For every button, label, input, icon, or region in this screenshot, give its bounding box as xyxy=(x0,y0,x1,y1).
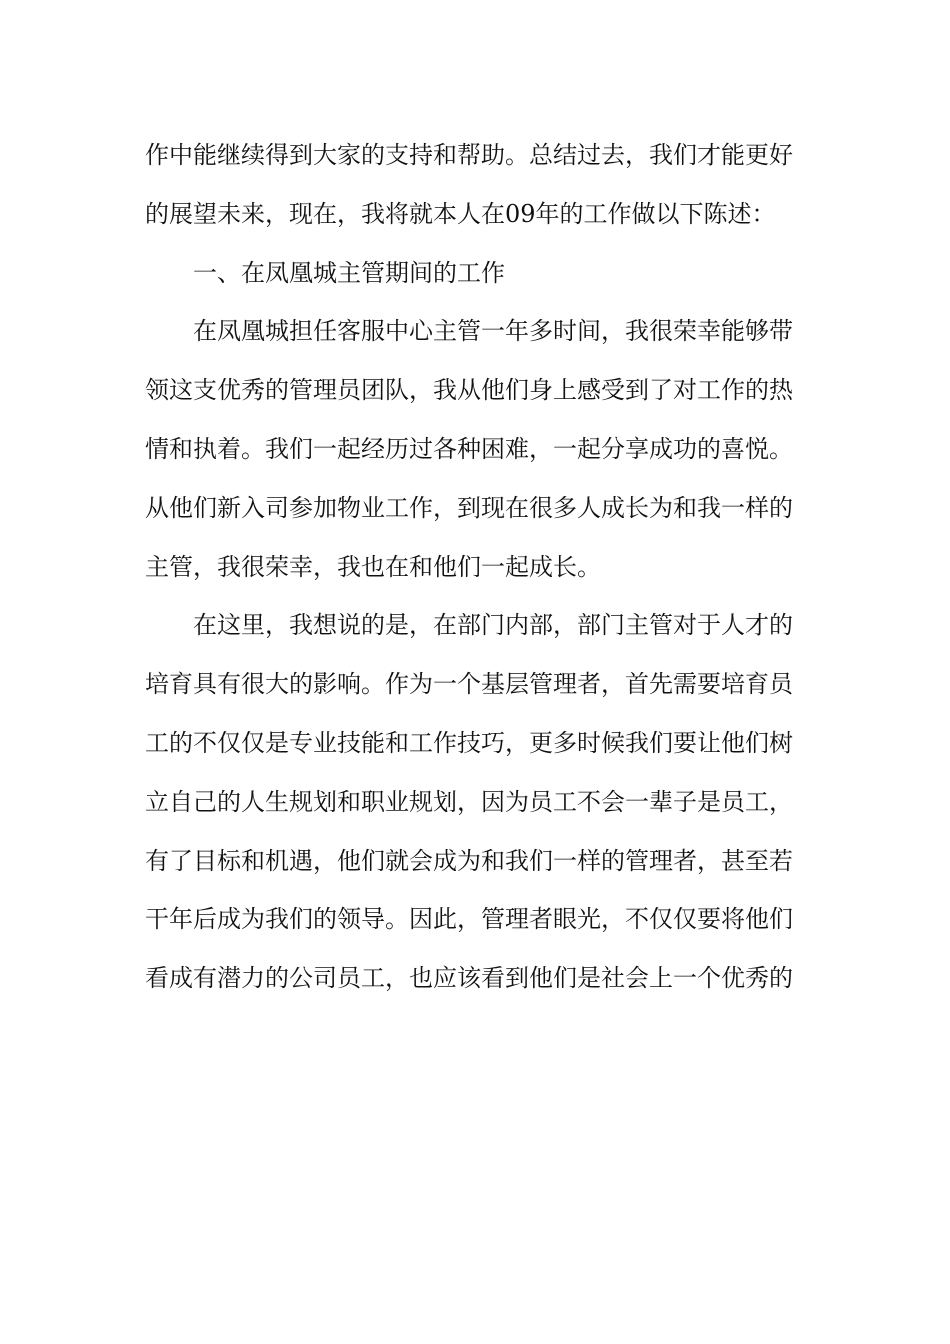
text-line: 情和执着。我们一起经历过各种困难，一起分享成功的喜悦。 xyxy=(145,434,793,463)
text-line: 有了目标和机遇，他们就会成为和我们一样的管理者，甚至若 xyxy=(145,846,793,875)
text-line: 看成有潜力的公司员工，也应该看到他们是社会上一个优秀的 xyxy=(145,964,793,993)
text-line: 作中能继续得到大家的支持和帮助。总结过去，我们才能更好 xyxy=(145,141,793,169)
text-line: 从他们新入司参加物业工作，到现在很多人成长为和我一样的 xyxy=(145,493,793,522)
text-line: 领这支优秀的管理员团队，我从他们身上感受到了对工作的热 xyxy=(145,376,793,405)
text-line: 在这里，我想说的是，在部门内部，部门主管对于人才的 xyxy=(193,611,793,640)
text-line: 干年后成为我们的领导。因此，管理者眼光，不仅仅要将他们 xyxy=(145,905,793,934)
body-text xyxy=(145,126,805,1008)
text-line: 工的不仅仅是专业技能和工作技巧，更多时候我们要让他们树 xyxy=(145,728,793,757)
text-line: 培育具有很大的影响。作为一个基层管理者，首先需要培育员 xyxy=(145,670,793,699)
text-line: 立自己的人生规划和职业规划，因为员工不会一辈子是员工， xyxy=(145,787,793,816)
text-line: 主管，我很荣幸，我也在和他们一起成长。 xyxy=(145,552,601,581)
text-line: 的展望未来，现在，我将就本人在09年的工作做以下陈述： xyxy=(145,199,776,228)
text-line: 在凤凰城担任客服中心主管一年多时间，我很荣幸能够带 xyxy=(193,317,793,346)
section-heading: 一、在凤凰城主管期间的工作 xyxy=(193,258,505,287)
